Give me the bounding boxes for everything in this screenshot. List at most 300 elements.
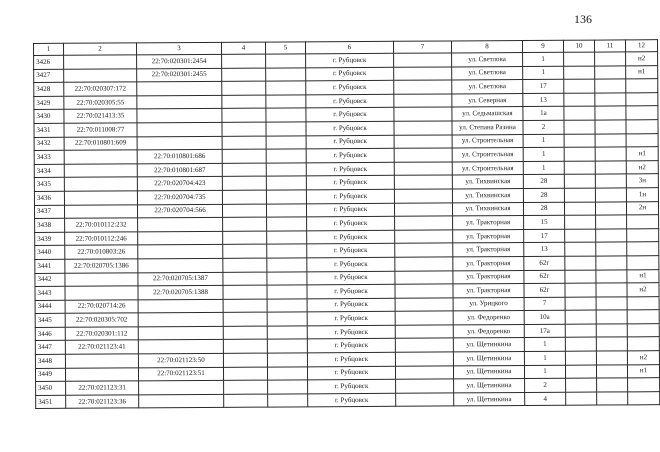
premises-number-cell: 22:70:020704:566 bbox=[137, 204, 222, 218]
house-number-cell: 2 bbox=[525, 379, 566, 393]
header-cell: 9 bbox=[522, 40, 563, 52]
street-cell: ул. Тихвинская bbox=[452, 188, 523, 202]
col-4-cell bbox=[222, 81, 266, 95]
col-4-cell bbox=[222, 204, 266, 218]
col-5-cell bbox=[267, 312, 307, 326]
col-7-cell bbox=[394, 148, 452, 162]
parcel-number-cell bbox=[64, 55, 137, 69]
unit-number-cell: н1 bbox=[626, 65, 658, 79]
header-cell: 6 bbox=[305, 41, 393, 54]
parcel-number-cell bbox=[65, 286, 138, 300]
settlement-cell: г. Рубцовск bbox=[306, 53, 394, 67]
street-cell: ул. Щетинкина bbox=[453, 365, 524, 379]
unit-number-cell bbox=[626, 79, 658, 93]
col-5-cell bbox=[267, 299, 307, 313]
house-number-cell: 1 bbox=[524, 338, 565, 352]
col-11-cell bbox=[595, 188, 626, 202]
unit-number-cell bbox=[627, 242, 659, 256]
row-number-cell: 3442 bbox=[35, 273, 65, 287]
unit-number-cell bbox=[626, 92, 658, 106]
col-11-cell bbox=[596, 256, 627, 270]
col-7-cell bbox=[394, 80, 452, 94]
house-number-cell: 13 bbox=[524, 243, 565, 257]
col-7-cell bbox=[394, 135, 452, 149]
col-10-cell bbox=[565, 338, 596, 352]
parcel-number-cell: 22:70:020305:702 bbox=[65, 313, 138, 327]
col-7-cell bbox=[394, 175, 452, 189]
col-10-cell bbox=[564, 188, 595, 202]
parcel-number-cell bbox=[64, 150, 137, 164]
street-cell: ул. Федоренко bbox=[453, 311, 524, 325]
street-cell: ул. Тихвинская bbox=[452, 175, 523, 189]
col-5-cell bbox=[266, 163, 306, 177]
col-4-cell bbox=[223, 285, 267, 299]
col-7-cell bbox=[395, 298, 453, 312]
col-4-cell bbox=[222, 176, 266, 190]
street-cell: ул. Степана Разина bbox=[452, 120, 523, 134]
col-10-cell bbox=[564, 106, 595, 120]
premises-number-cell bbox=[138, 313, 223, 327]
street-cell: ул. Строительная bbox=[452, 134, 523, 148]
col-4-cell bbox=[223, 312, 267, 326]
premises-number-cell: 22:70:010801:687 bbox=[137, 163, 222, 177]
premises-number-cell bbox=[139, 381, 224, 395]
premises-number-cell bbox=[138, 258, 223, 272]
house-number-cell: 10а bbox=[524, 311, 565, 325]
settlement-cell: г. Рубцовск bbox=[306, 121, 394, 135]
col-4-cell bbox=[222, 136, 266, 150]
col-4-cell bbox=[223, 367, 267, 381]
col-5-cell bbox=[266, 203, 306, 217]
row-number-cell: 3451 bbox=[36, 395, 66, 409]
row-number-cell: 3433 bbox=[34, 150, 64, 164]
row-number-cell: 3435 bbox=[34, 178, 64, 192]
parcel-number-cell bbox=[65, 272, 138, 286]
col-7-cell bbox=[395, 352, 453, 366]
parcel-number-cell: 22:70:020705:1386 bbox=[65, 259, 138, 273]
premises-number-cell bbox=[138, 326, 223, 340]
settlement-cell: г. Рубцовск bbox=[307, 244, 395, 258]
row-number-cell: 3430 bbox=[34, 110, 64, 124]
col-4-cell bbox=[223, 340, 267, 354]
parcel-number-cell: 22:70:020301:112 bbox=[65, 327, 138, 341]
col-11-cell bbox=[595, 201, 626, 215]
premises-number-cell bbox=[138, 340, 223, 354]
parcel-number-cell bbox=[64, 191, 137, 205]
row-number-cell: 3426 bbox=[34, 55, 64, 69]
house-number-cell: 13 bbox=[523, 93, 564, 107]
parcel-number-cell bbox=[65, 354, 138, 368]
col-5-cell bbox=[267, 353, 307, 367]
row-number-cell: 3448 bbox=[35, 354, 65, 368]
parcel-number-cell: 22:70:020714:26 bbox=[65, 300, 138, 314]
parcel-number-cell: 22:70:010801:609 bbox=[64, 136, 137, 150]
col-4-cell bbox=[224, 380, 268, 394]
street-cell: ул. Светлова bbox=[452, 53, 523, 67]
col-7-cell bbox=[395, 270, 453, 284]
settlement-cell: г. Рубцовск bbox=[308, 393, 396, 407]
col-11-cell bbox=[596, 242, 627, 256]
header-cell: 8 bbox=[451, 41, 522, 53]
col-10-cell bbox=[565, 365, 596, 379]
col-11-cell bbox=[595, 93, 626, 107]
parcel-number-cell: 22:70:021123:31 bbox=[66, 381, 139, 395]
street-cell: ул. Светлова bbox=[452, 66, 523, 80]
house-number-cell: 1 bbox=[523, 66, 564, 80]
unit-number-cell bbox=[627, 324, 659, 338]
unit-number-cell: н2 bbox=[626, 52, 658, 66]
col-7-cell bbox=[395, 366, 453, 380]
unit-number-cell: н2 bbox=[627, 283, 659, 297]
col-10-cell bbox=[565, 270, 596, 284]
unit-number-cell: 1н bbox=[626, 188, 658, 202]
col-7-cell bbox=[395, 230, 453, 244]
unit-number-cell bbox=[627, 296, 659, 310]
col-10-cell bbox=[564, 120, 595, 134]
house-number-cell: 1 bbox=[523, 134, 564, 148]
col-7-cell bbox=[395, 338, 453, 352]
col-11-cell bbox=[595, 120, 626, 134]
col-10-cell bbox=[565, 324, 596, 338]
col-5-cell bbox=[266, 122, 306, 136]
premises-number-cell bbox=[137, 109, 222, 123]
col-4-cell bbox=[224, 394, 268, 408]
col-4-cell bbox=[223, 231, 267, 245]
unit-number-cell bbox=[627, 215, 659, 229]
col-4-cell bbox=[222, 163, 266, 177]
settlement-cell: г. Рубцовск bbox=[307, 216, 395, 230]
house-number-cell: 62г bbox=[524, 256, 565, 270]
premises-number-cell: 22:70:020301:2454 bbox=[137, 54, 222, 68]
settlement-cell: г. Рубцовск bbox=[306, 203, 394, 217]
col-5-cell bbox=[267, 366, 307, 380]
col-11-cell bbox=[596, 324, 627, 338]
col-5-cell bbox=[266, 135, 306, 149]
col-10-cell bbox=[564, 93, 595, 107]
col-10-cell bbox=[564, 79, 595, 93]
header-cell: 7 bbox=[393, 41, 451, 53]
col-4-cell bbox=[223, 272, 267, 286]
col-7-cell bbox=[395, 325, 453, 339]
unit-number-cell: н1 bbox=[626, 147, 658, 161]
parcel-number-cell bbox=[64, 68, 137, 82]
col-5-cell bbox=[267, 285, 307, 299]
col-11-cell bbox=[595, 79, 626, 93]
col-11-cell bbox=[595, 147, 626, 161]
street-cell: ул. Светлова bbox=[452, 80, 523, 94]
row-number-cell: 3447 bbox=[35, 341, 65, 355]
settlement-cell: г. Рубцовск bbox=[306, 94, 394, 108]
col-5-cell bbox=[267, 244, 307, 258]
parcel-number-cell: 22:70:010112:246 bbox=[65, 232, 138, 246]
street-cell: ул. Федоренко bbox=[453, 324, 524, 338]
col-4-cell bbox=[223, 326, 267, 340]
col-4-cell bbox=[222, 122, 266, 136]
row-number-cell: 3444 bbox=[35, 300, 65, 314]
premises-number-cell bbox=[137, 95, 222, 109]
col-10-cell bbox=[565, 256, 596, 270]
row-number-cell: 3443 bbox=[35, 286, 65, 300]
settlement-cell: г. Рубцовск bbox=[307, 257, 395, 271]
col-11-cell bbox=[596, 229, 627, 243]
col-10-cell bbox=[566, 378, 597, 392]
unit-number-cell bbox=[628, 392, 660, 406]
premises-number-cell: 22:70:021123:51 bbox=[138, 367, 223, 381]
col-4-cell bbox=[222, 68, 266, 82]
col-7-cell bbox=[395, 284, 453, 298]
unit-number-cell: н2 bbox=[626, 160, 658, 174]
col-5-cell bbox=[267, 339, 307, 353]
house-number-cell: 1 bbox=[523, 147, 564, 161]
col-5-cell bbox=[267, 271, 307, 285]
col-7-cell bbox=[395, 216, 453, 230]
row-number-cell: 3440 bbox=[35, 246, 65, 260]
table-body bbox=[34, 40, 660, 409]
col-7-cell bbox=[394, 53, 452, 67]
col-10-cell bbox=[565, 229, 596, 243]
col-5-cell bbox=[267, 231, 307, 245]
settlement-cell: г. Рубцовск bbox=[307, 284, 395, 298]
col-11-cell bbox=[595, 174, 626, 188]
settlement-cell: г. Рубцовск bbox=[307, 366, 395, 380]
premises-number-cell: 22:70:020704:735 bbox=[137, 190, 222, 204]
street-cell: ул. Щетинкина bbox=[454, 379, 525, 393]
house-number-cell: 28 bbox=[523, 188, 564, 202]
unit-number-cell bbox=[626, 133, 658, 147]
col-5-cell bbox=[266, 149, 306, 163]
col-5-cell bbox=[266, 54, 306, 68]
row-number-cell: 3439 bbox=[35, 232, 65, 246]
unit-number-cell bbox=[626, 120, 658, 134]
premises-number-cell: 22:70:020705:1388 bbox=[138, 285, 223, 299]
settlement-cell: г. Рубцовск bbox=[306, 135, 394, 149]
house-number-cell: 1 bbox=[523, 52, 564, 66]
col-10-cell bbox=[565, 283, 596, 297]
col-4-cell bbox=[223, 244, 267, 258]
header-cell: 11 bbox=[594, 40, 625, 52]
col-4-cell bbox=[222, 95, 266, 109]
unit-number-cell bbox=[627, 256, 659, 270]
col-11-cell bbox=[597, 378, 628, 392]
col-4-cell bbox=[222, 54, 266, 68]
col-5-cell bbox=[267, 326, 307, 340]
col-10-cell bbox=[565, 351, 596, 365]
parcel-number-cell: 22:70:011008:77 bbox=[64, 123, 137, 137]
street-cell: ул. Тракторная bbox=[453, 284, 524, 298]
header-cell: 1 bbox=[34, 43, 64, 55]
row-number-cell: 3429 bbox=[34, 96, 64, 110]
col-11-cell bbox=[595, 65, 626, 79]
premises-number-cell: 22:70:020301:2455 bbox=[137, 68, 222, 82]
col-10-cell bbox=[565, 242, 596, 256]
house-number-cell: 7 bbox=[524, 297, 565, 311]
parcel-number-cell: 22:70:010803:26 bbox=[65, 245, 138, 259]
col-11-cell bbox=[595, 161, 626, 175]
header-cell: 2 bbox=[64, 43, 137, 55]
row-number-cell: 3436 bbox=[34, 191, 64, 205]
street-cell: ул. Щетинкина bbox=[454, 392, 525, 406]
col-7-cell bbox=[394, 107, 452, 121]
col-5-cell bbox=[266, 81, 306, 95]
col-11-cell bbox=[596, 310, 627, 324]
col-11-cell bbox=[595, 52, 626, 66]
col-7-cell bbox=[394, 189, 452, 203]
col-10-cell bbox=[564, 174, 595, 188]
table-row bbox=[36, 392, 660, 409]
col-5-cell bbox=[266, 108, 306, 122]
street-cell: ул. Строительная bbox=[452, 148, 523, 162]
parcel-number-cell: 22:70:020305:55 bbox=[64, 96, 137, 110]
premises-number-cell bbox=[138, 231, 223, 245]
house-number-cell: 62г bbox=[524, 270, 565, 284]
premises-number-cell bbox=[138, 299, 223, 313]
house-number-cell: 62г bbox=[524, 283, 565, 297]
row-number-cell: 3445 bbox=[35, 314, 65, 328]
settlement-cell: г. Рубцовск bbox=[306, 67, 394, 81]
unit-number-cell bbox=[627, 310, 659, 324]
col-10-cell bbox=[564, 52, 595, 66]
col-11-cell bbox=[596, 269, 627, 283]
street-cell: ул. Тракторная bbox=[453, 216, 524, 230]
house-number-cell: 4 bbox=[525, 392, 566, 406]
col-10-cell bbox=[564, 147, 595, 161]
row-number-cell: 3450 bbox=[36, 382, 66, 396]
parcel-number-cell bbox=[64, 164, 137, 178]
settlement-cell: г. Рубцовск bbox=[306, 80, 394, 94]
col-11-cell bbox=[595, 106, 626, 120]
col-11-cell bbox=[595, 133, 626, 147]
row-number-cell: 3446 bbox=[35, 327, 65, 341]
col-5-cell bbox=[266, 67, 306, 81]
col-4-cell bbox=[222, 190, 266, 204]
col-5-cell bbox=[266, 190, 306, 204]
settlement-cell: г. Рубцовск bbox=[307, 312, 395, 326]
row-number-cell: 3432 bbox=[34, 137, 64, 151]
street-cell: ул. Седьмашская bbox=[452, 107, 523, 121]
settlement-cell: г. Рубцовск bbox=[307, 271, 395, 285]
col-10-cell bbox=[564, 134, 595, 148]
street-cell: ул. Щетинкина bbox=[453, 352, 524, 366]
col-4-cell bbox=[223, 353, 267, 367]
premises-number-cell bbox=[138, 217, 223, 231]
unit-number-cell: 3н bbox=[626, 174, 658, 188]
street-cell: ул. Северная bbox=[452, 93, 523, 107]
col-4-cell bbox=[223, 299, 267, 313]
unit-number-cell bbox=[626, 106, 658, 120]
premises-number-cell bbox=[139, 394, 224, 408]
col-10-cell bbox=[564, 161, 595, 175]
col-7-cell bbox=[394, 121, 452, 135]
col-10-cell bbox=[564, 202, 595, 216]
unit-number-cell: 2н bbox=[626, 201, 658, 215]
register-table bbox=[33, 39, 660, 409]
col-11-cell bbox=[596, 297, 627, 311]
col-11-cell bbox=[597, 392, 628, 406]
col-11-cell bbox=[596, 337, 627, 351]
col-11-cell bbox=[596, 283, 627, 297]
col-7-cell bbox=[394, 162, 452, 176]
unit-number-cell: н1 bbox=[627, 364, 659, 378]
col-5-cell bbox=[266, 176, 306, 190]
house-number-cell: 1а bbox=[523, 107, 564, 121]
house-number-cell: 1 bbox=[523, 161, 564, 175]
house-number-cell: 2 bbox=[523, 120, 564, 134]
parcel-number-cell: 22:70:021413:35 bbox=[64, 109, 137, 123]
parcel-number-cell: 22:70:021123:36 bbox=[66, 395, 139, 409]
settlement-cell: г. Рубцовск bbox=[306, 189, 394, 203]
house-number-cell: 17 bbox=[523, 79, 564, 93]
unit-number-cell bbox=[627, 228, 659, 242]
street-cell: ул. Тракторная bbox=[453, 270, 524, 284]
unit-number-cell bbox=[627, 337, 659, 351]
header-cell: 12 bbox=[625, 40, 657, 52]
col-5-cell bbox=[266, 95, 306, 109]
house-number-cell: 28 bbox=[523, 175, 564, 189]
street-cell: ул. Щетинкина bbox=[453, 338, 524, 352]
premises-number-cell bbox=[137, 122, 222, 136]
col-7-cell bbox=[394, 94, 452, 108]
settlement-cell: г. Рубцовск bbox=[306, 176, 394, 190]
row-number-cell: 3449 bbox=[35, 368, 65, 382]
unit-number-cell: н2 bbox=[627, 351, 659, 365]
unit-number-cell: н1 bbox=[627, 269, 659, 283]
col-10-cell bbox=[565, 297, 596, 311]
page-number: 136 bbox=[574, 12, 592, 26]
col-7-cell bbox=[395, 243, 453, 257]
col-10-cell bbox=[565, 310, 596, 324]
parcel-number-cell bbox=[64, 177, 137, 191]
house-number-cell: 1 bbox=[524, 365, 565, 379]
unit-number-cell bbox=[628, 378, 660, 392]
house-number-cell: 17 bbox=[524, 229, 565, 243]
col-7-cell bbox=[396, 379, 454, 393]
col-4-cell bbox=[222, 149, 266, 163]
premises-number-cell bbox=[137, 82, 222, 96]
col-4-cell bbox=[223, 258, 267, 272]
parcel-number-cell: 22:70:020307:172 bbox=[64, 82, 137, 96]
header-cell: 5 bbox=[265, 42, 305, 54]
settlement-cell: г. Рубцовск bbox=[307, 325, 395, 339]
row-number-cell: 3431 bbox=[34, 123, 64, 137]
premises-number-cell bbox=[138, 245, 223, 259]
street-cell: ул. Тракторная bbox=[453, 229, 524, 243]
parcel-number-cell: 22:70:021123:41 bbox=[65, 340, 138, 354]
premises-number-cell bbox=[137, 136, 222, 150]
house-number-cell: 1 bbox=[524, 351, 565, 365]
row-number-cell: 3434 bbox=[34, 164, 64, 178]
parcel-number-cell bbox=[65, 368, 138, 382]
col-11-cell bbox=[596, 215, 627, 229]
col-5-cell bbox=[268, 380, 308, 394]
col-11-cell bbox=[596, 365, 627, 379]
col-7-cell bbox=[394, 202, 452, 216]
col-7-cell bbox=[396, 393, 454, 407]
parcel-number-cell bbox=[64, 204, 137, 218]
premises-number-cell: 22:70:010801:686 bbox=[137, 150, 222, 164]
settlement-cell: г. Рубцовск bbox=[306, 148, 394, 162]
header-cell: 3 bbox=[137, 42, 222, 55]
col-5-cell bbox=[268, 394, 308, 408]
col-10-cell bbox=[566, 392, 597, 406]
premises-number-cell: 22:70:020705:1387 bbox=[138, 272, 223, 286]
house-number-cell: 17а bbox=[524, 324, 565, 338]
col-10-cell bbox=[564, 66, 595, 80]
settlement-cell: г. Рубцовск bbox=[307, 352, 395, 366]
row-number-cell: 3437 bbox=[34, 205, 64, 219]
settlement-cell: г. Рубцовск bbox=[307, 298, 395, 312]
settlement-cell: г. Рубцовск bbox=[307, 230, 395, 244]
col-11-cell bbox=[596, 351, 627, 365]
